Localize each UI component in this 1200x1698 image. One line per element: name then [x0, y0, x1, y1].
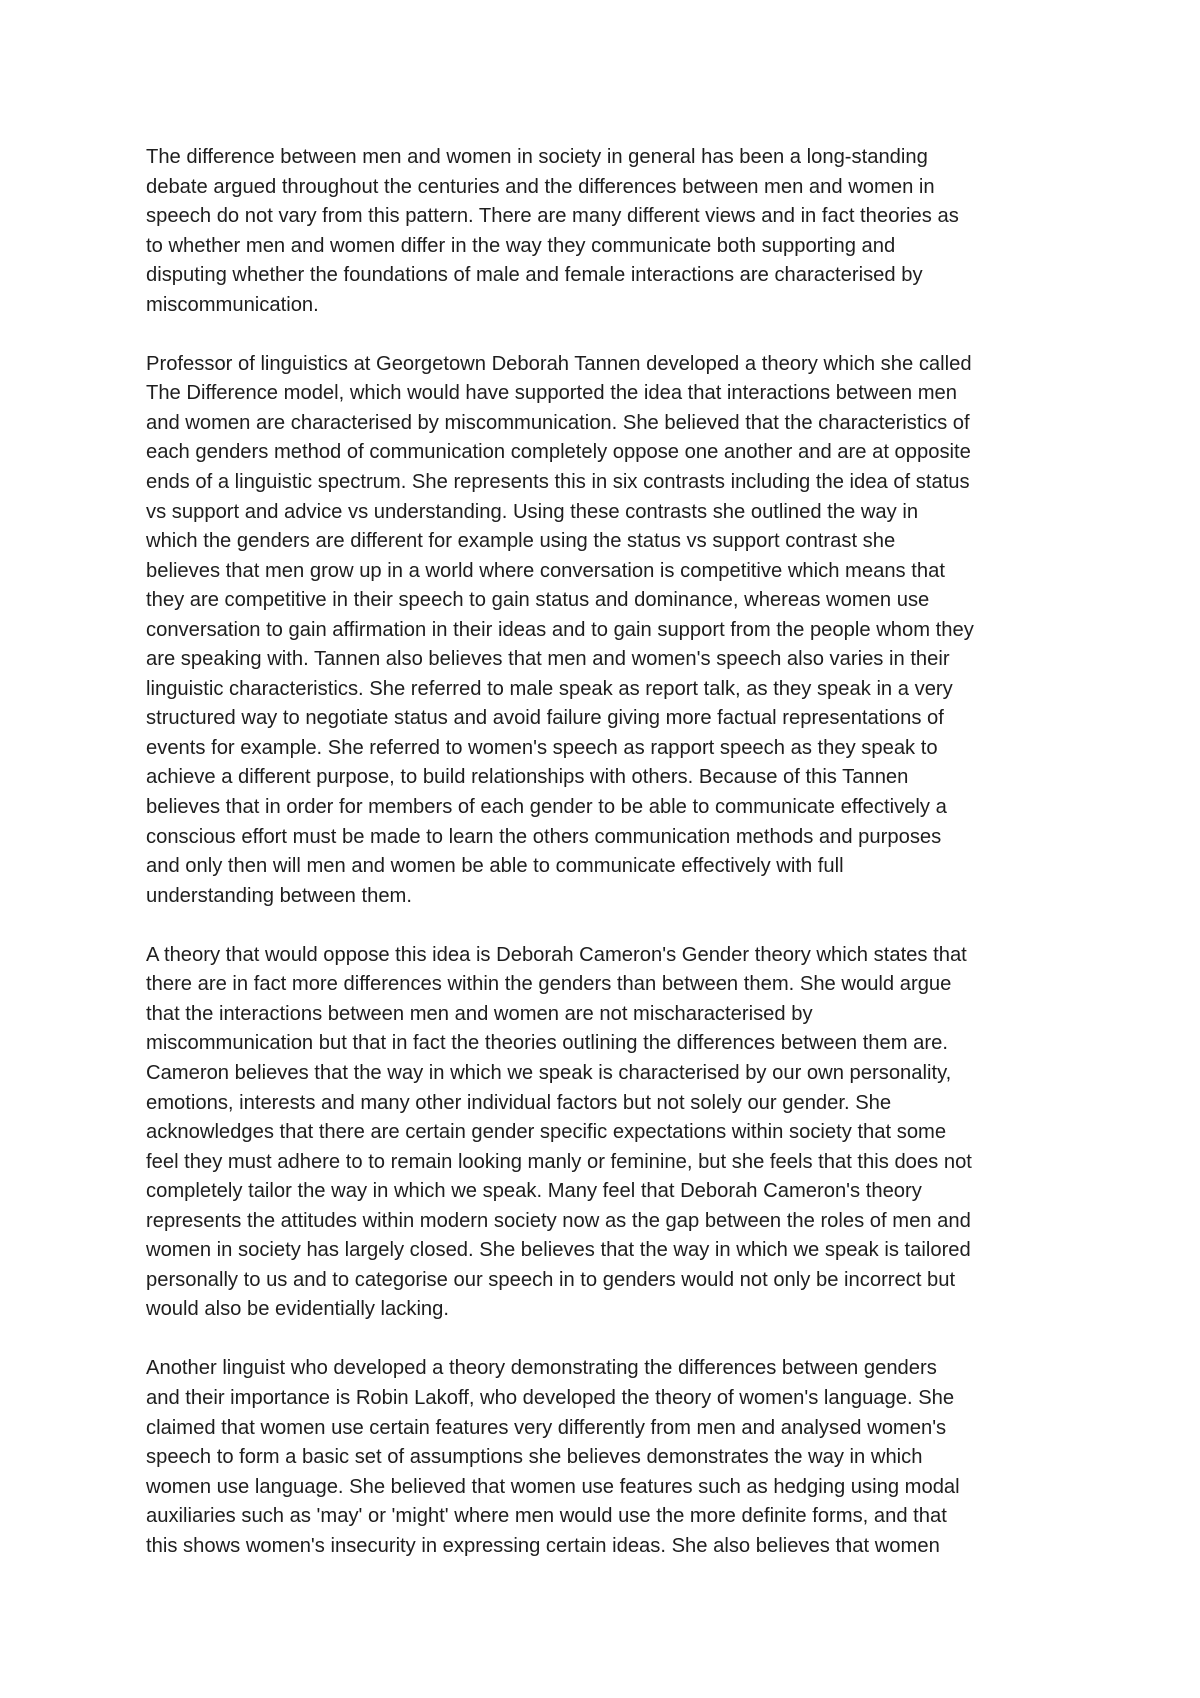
- document-body: [146, 143, 1076, 1591]
- text-line: are speaking with. Tannen also believes that men and women's speech also varies in their: [146, 648, 950, 671]
- text-line: vs support and advice vs understanding. Using these contrasts she outlined the way in: [146, 500, 919, 523]
- text-line: feel they must adhere to to remain looking manly or feminine, but she feels that this does not: [146, 1150, 972, 1173]
- text-line: which the genders are different for example using the status vs support contrast she: [146, 530, 896, 553]
- text-line: speech to form a basic set of assumptions she believes demonstrates the way in which: [146, 1446, 923, 1469]
- text-line: that the interactions between men and women are not mischaracterised by: [146, 1002, 813, 1025]
- text-line: represents the attitudes within modern society now as the gap between the roles of men and: [146, 1209, 971, 1232]
- text-line: events for example. She referred to women's speech as rapport speech as they speak to: [146, 736, 938, 759]
- paragraph-1: [146, 143, 1076, 320]
- text-line: conversation to gain affirmation in their ideas and to gain support from the people whom they: [146, 618, 974, 641]
- text-line: Another linguist who developed a theory demonstrating the differences between genders: [146, 1357, 937, 1380]
- text-line: speech do not vary from this pattern. There are many different views and in fact theories as: [146, 205, 959, 228]
- text-line: disputing whether the foundations of male and female interactions are characterised by: [146, 264, 923, 287]
- text-line: Professor of linguistics at Georgetown Deborah Tannen developed a theory which she called: [146, 352, 972, 375]
- text-line: would also be evidentially lacking.: [146, 1298, 449, 1321]
- text-line: believes that in order for members of each gender to be able to communicate effectively a: [146, 796, 947, 819]
- text-line: auxiliaries such as 'may' or 'might' where men would use the more definite forms, and that: [146, 1505, 947, 1528]
- text-line: claimed that women use certain features very differently from men and analysed women's: [146, 1416, 947, 1439]
- text-line: completely tailor the way in which we speak. Many feel that Deborah Cameron's theory: [146, 1180, 922, 1203]
- text-line: women in society has largely closed. She believes that the way in which we speak is tailored: [146, 1239, 971, 1262]
- text-line: personally to us and to categorise our speech in to genders would not only be incorrect but: [146, 1268, 956, 1291]
- text-line: believes that men grow up in a world where conversation is competitive which means that: [146, 559, 945, 582]
- text-line: understanding between them.: [146, 884, 412, 907]
- text-line: The Difference model, which would have supported the idea that interactions between men: [146, 382, 957, 405]
- text-line: structured way to negotiate status and avoid failure giving more factual representations of: [146, 707, 944, 730]
- text-line: and only then will men and women be able to communicate effectively with full: [146, 855, 844, 878]
- text-line: they are competitive in their speech to gain status and dominance, whereas women use: [146, 589, 930, 612]
- text-line: ends of a linguistic spectrum. She represents this in six contrasts including the idea of status: [146, 471, 970, 494]
- text-line: there are in fact more differences within the genders than between them. She would argue: [146, 973, 952, 996]
- text-line: conscious effort must be made to learn the others communication methods and purposes: [146, 825, 942, 848]
- text-line: and women are characterised by miscommunication. She believed that the characteristics of: [146, 411, 970, 434]
- text-line: and their importance is Robin Lakoff, who developed the theory of women's language. She: [146, 1386, 955, 1409]
- text-line: Cameron believes that the way in which we speak is characterised by our own personality,: [146, 1061, 952, 1084]
- text-line: miscommunication.: [146, 293, 319, 316]
- text-line: achieve a different purpose, to build relationships with others. Because of this Tannen: [146, 766, 909, 789]
- text-line: women use language. She believed that women use features such as hedging using modal: [146, 1475, 960, 1498]
- paragraph-3: [146, 941, 1076, 1325]
- text-line: debate argued throughout the centuries and the differences between men and women in: [146, 175, 935, 198]
- paragraph-4: [146, 1354, 1076, 1561]
- text-line: each genders method of communication completely oppose one another and are at opposite: [146, 441, 971, 464]
- paragraph-2: [146, 350, 1076, 911]
- text-line: miscommunication but that in fact the theories outlining the differences between them are.: [146, 1032, 948, 1055]
- text-line: acknowledges that there are certain gender specific expectations within society that some: [146, 1121, 947, 1144]
- text-line: this shows women's insecurity in expressing certain ideas. She also believes that women: [146, 1534, 940, 1557]
- text-line: to whether men and women differ in the way they communicate both supporting and: [146, 234, 896, 257]
- text-line: emotions, interests and many other individual factors but not solely our gender. She: [146, 1091, 892, 1114]
- text-line: linguistic characteristics. She referred to male speak as report talk, as they speak in a very: [146, 677, 953, 700]
- text-line: A theory that would oppose this idea is Deborah Cameron's Gender theory which states that: [146, 943, 967, 966]
- text-line: The difference between men and women in society in general has been a long-standing: [146, 146, 928, 168]
